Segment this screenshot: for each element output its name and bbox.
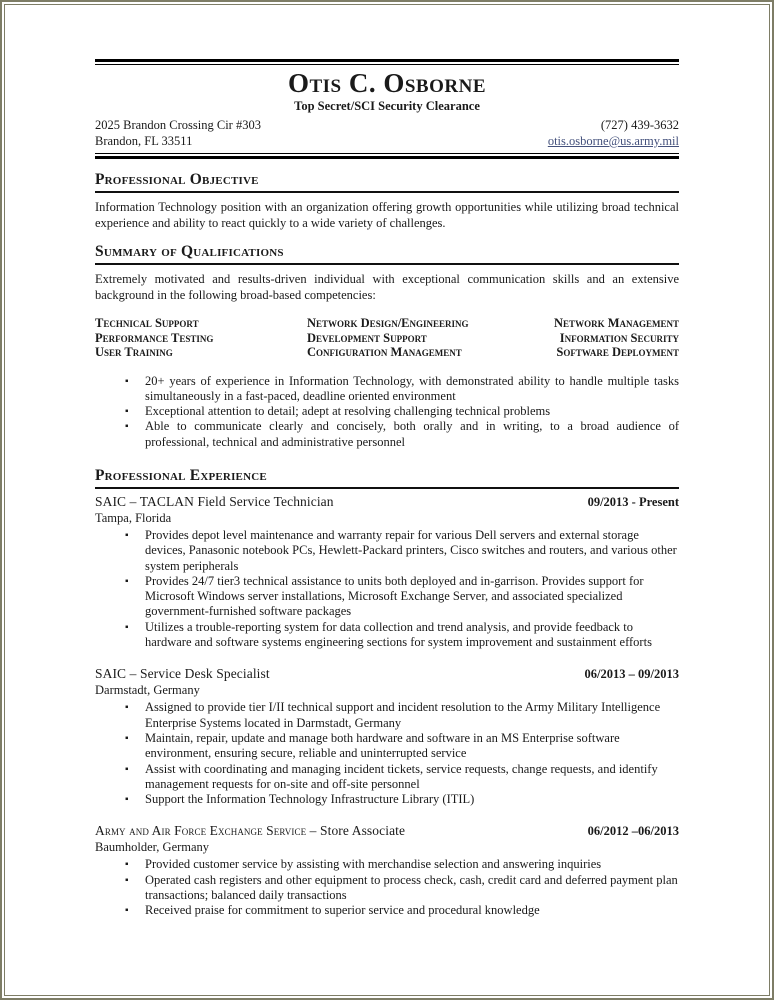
phone-number: (727) 439-3632 [600, 118, 679, 132]
job-bullet [95, 873, 679, 904]
clearance-subtitle: Top Secret/SCI Security Clearance [294, 99, 480, 113]
qualification-bullet [95, 374, 679, 405]
job-dates: 06/2013 – 09/2013 [584, 667, 679, 682]
section-heading-qualifications: Summary of Qualifications [95, 243, 679, 265]
address-line-1: 2025 Brandon Crossing Cir #303 [95, 118, 261, 132]
bullet-icon: ▪ [125, 375, 129, 387]
competency-item: User Training [95, 345, 173, 359]
job-bullet [95, 857, 679, 872]
competency-item: Development Support [307, 330, 427, 345]
job-header [95, 494, 679, 510]
competency-item: Technical Support [95, 316, 199, 330]
competency-item: Performance Testing [95, 330, 214, 345]
job-title [95, 823, 405, 839]
job-bullet-text: Operated cash registers and other equipment to process check, cash, credit card and deferred payment plan transactions; balanced daily transactions [145, 872, 678, 903]
qualification-bullet-text: Able to communicate clearly and concisely, both orally and in writing, to a broad audience of professional, technical and administrative personnel [145, 419, 679, 449]
address-block [95, 117, 261, 149]
qualification-bullet-text: 20+ years of experience in Information Technology, with demonstrated ability to handle multiple tasks simultaneously in a fast-paced, deadline oriented environment [145, 373, 679, 403]
job-dates: 06/2012 –06/2013 [587, 824, 679, 839]
bullet-icon: ▪ [125, 529, 129, 541]
job-entry [95, 666, 679, 807]
competency-item: Software Deployment [556, 345, 679, 359]
job-company: SAIC [95, 493, 127, 509]
competency-grid [95, 316, 679, 360]
job-bullet [95, 574, 679, 620]
job-role: – TACLAN Field Service Technician [126, 493, 334, 509]
bullet-icon: ▪ [125, 794, 129, 806]
competency-item: Network Design/Engineering [307, 316, 469, 330]
header-top-rule [95, 59, 679, 65]
job-bullet-text: Provided customer service by assisting with merchandise selection and answering inquiries [145, 857, 602, 872]
job-dates: 09/2013 - Present [587, 494, 679, 509]
job-bullet [95, 731, 679, 762]
job-role: – Store Associate [306, 823, 406, 839]
bullet-icon: ▪ [125, 859, 129, 871]
bullet-icon: ▪ [125, 763, 129, 775]
qualification-bullet [95, 404, 679, 419]
section-heading-objective: Professional Objective [95, 171, 679, 193]
objective-text: Information Technology position with an organization offering growth opportunities while utilizing broad technical experience and ability to react quickly to a wide variety of challenges. [95, 200, 679, 230]
job-bullet [95, 792, 679, 807]
qualification-bullet-list [95, 374, 679, 450]
competency-item: Information Security [559, 330, 679, 345]
page-title: Otis C. Osborne [287, 68, 487, 98]
job-bullet-text: Support the Information Technology Infrastructure Library (ITIL) [145, 792, 475, 807]
job-bullet [95, 762, 679, 793]
qualification-bullet [95, 419, 679, 450]
job-bullet-text: Provides 24/7 tier3 technical assistance to units both deployed and in-garrison. Provides support for Microsoft Windows server installations, Microsoft Exchange Server, and associated specialized government-furnished software packages [145, 573, 644, 619]
bullet-icon: ▪ [125, 621, 129, 633]
resume-content [2, 59, 772, 919]
job-header [95, 823, 679, 839]
job-title [95, 666, 270, 682]
job-bullet [95, 620, 679, 651]
competency-column-3 [554, 316, 679, 360]
job-location: Tampa, Florida [95, 510, 172, 525]
bullet-icon: ▪ [125, 406, 129, 418]
job-bullet-list [95, 857, 679, 918]
bullet-icon: ▪ [125, 421, 129, 433]
job-bullet-text: Assigned to provide tier I/II technical support and incident resolution to the Army Military Intelligence Enterprise Systems located in Darmstadt, Germany [145, 700, 661, 730]
job-bullet-text: Received praise for commitment to superior service and procedural knowledge [145, 903, 540, 918]
email-link[interactable]: otis.osborne@us.army.mil [547, 134, 679, 148]
section-heading-experience: Professional Experience [95, 467, 679, 489]
job-bullet [95, 903, 679, 918]
job-header [95, 666, 679, 682]
job-title [95, 494, 334, 510]
phone-email-block [548, 117, 679, 149]
address-line-2: Brandon, FL 33511 [95, 134, 193, 148]
qualification-bullet-text: Exceptional attention to detail; adept at resolving challenging technical problems [145, 404, 551, 419]
job-role: – Service Desk Specialist [126, 666, 270, 682]
job-bullet-text: Provides depot level maintenance and warranty repair for various Dell servers and external storage devices, Panasonic notebook PCs, Hewlett-Packard printers, Cisco switches and routers, and various other system peripherals [145, 527, 677, 573]
competency-column-1 [95, 316, 307, 360]
job-entry [95, 494, 679, 650]
job-entry [95, 823, 679, 918]
job-location: Baumholder, Germany [95, 840, 210, 855]
bullet-icon: ▪ [125, 874, 129, 886]
job-bullet [95, 700, 679, 731]
bullet-icon: ▪ [125, 732, 129, 744]
competency-column-2 [307, 316, 554, 360]
job-location: Darmstadt, Germany [95, 683, 200, 698]
job-company: SAIC [95, 666, 127, 682]
job-bullet [95, 528, 679, 574]
bullet-icon: ▪ [125, 575, 129, 587]
bullet-icon: ▪ [125, 702, 129, 714]
competency-item: Network Management [554, 316, 679, 330]
competency-item: Configuration Management [307, 345, 462, 359]
job-bullet-text: Maintain, repair, update and manage both hardware and software in an MS Enterprise software environment, ensuring secure, reliable and uninterrupted service [145, 730, 620, 761]
job-bullet-text: Utilizes a trouble-reporting system for data collection and trend analysis, and provide feedback to hardware and software systems engineering sections for system improvement and sustainment efforts [145, 619, 652, 650]
job-company: Army and Air Force Exchange Service [95, 823, 307, 839]
job-bullet-list [95, 528, 679, 650]
qualifications-intro: Extremely motivated and results-driven individual with exceptional communication skills and an extensive background in the following broad-based competencies: [95, 272, 679, 302]
job-bullet-text: Assist with coordinating and managing incident tickets, service requests, change requests, and identify management requests for on-site and off-site personnel [145, 761, 658, 791]
contact-block [95, 117, 679, 149]
header-bottom-rule [95, 153, 679, 159]
bullet-icon: ▪ [125, 905, 129, 917]
job-bullet-list [95, 700, 679, 807]
